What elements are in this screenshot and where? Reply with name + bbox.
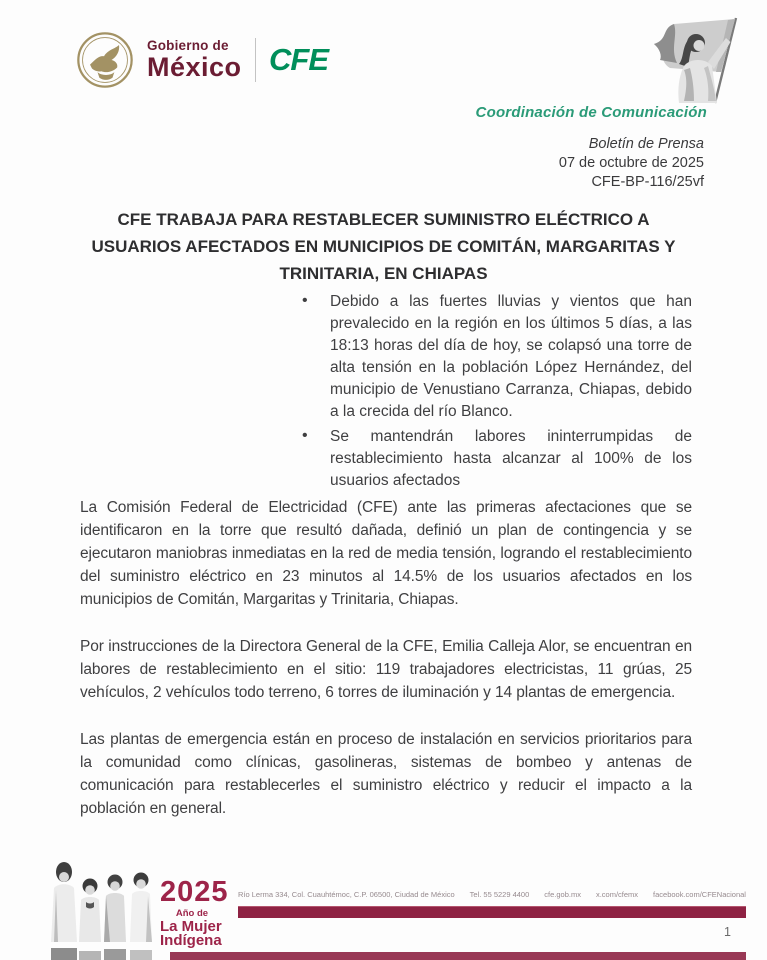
- gobierno-de-label: Gobierno de: [147, 37, 229, 53]
- cfe-wordmark: CFE: [269, 42, 329, 77]
- mexico-label: México: [147, 52, 242, 83]
- footer-facebook: facebook.com/CFENacional: [653, 890, 746, 899]
- campaign-year-label: Año de: [175, 908, 209, 919]
- bulletin-date: 07 de octubre de 2025: [558, 155, 704, 171]
- campaign-name-line2: Indígena: [160, 931, 222, 949]
- bulletin-type: Boletín de Prensa: [588, 136, 704, 152]
- logo-divider: [255, 38, 257, 82]
- cutoff-footer-illustration: [45, 946, 163, 960]
- bullet-marker: •: [302, 427, 308, 444]
- gobierno-de-mexico-wordmark: [147, 39, 242, 82]
- page-number: 1: [724, 925, 731, 939]
- press-release-title: CFE TRABAJA PARA RESTABLECER SUMINISTRO ELÉCTRICO A USUARIOS AFECTADOS EN MUNICIPIOS DE COMITÁN, MARGARITAS Y TRINITARIA, EN CHIAPAS: [91, 210, 676, 283]
- bullet-marker: •: [302, 292, 308, 309]
- bullet-item: [300, 426, 692, 492]
- paragraph: La Comisión Federal de Electricidad (CFE) ante las primeras afectaciones que se identificaron en la torre que resultó dañada, definió un plan de contingencia y se ejecutaron maniobras inmediatas en la red de media tensión, logrando el restablecimiento del suministro eléctrico en 23 minutos al 14.5% de los usuarios afectados en los municipios de Comitán, Margaritas y Trinitaria, Chiapas.: [80, 499, 692, 608]
- footer-address: Río Lerma 334, Col. Cuauhtémoc, C.P. 06500, Ciudad de México: [238, 890, 455, 899]
- coordinacion-comunicacion-label: Coordinación de Comunicación: [475, 104, 707, 121]
- bullet-text: Debido a las fuertes lluvias y vientos que han prevalecido en la región en los últimos 5 días, a las 18:13 horas del día de hoy, se colapsó una torre de alta tensión en la población López Hernández, del municipio de Venustiano Carranza, Chiapas, debido a la crecida del río Blanco.: [330, 293, 692, 420]
- highlight-bullet-list: [300, 291, 692, 495]
- header-logo-group: [76, 30, 328, 90]
- bullet-item: [300, 291, 692, 423]
- campaign-name-line1: La Mujer: [160, 917, 222, 935]
- footer-contact-row: [238, 890, 746, 899]
- bullet-text: Se mantendrán labores ininterrumpidas de restablecimiento hasta alcanzar al 100% de los usuarios afectados: [330, 428, 692, 489]
- footer-accent-bar: [238, 906, 746, 918]
- cutoff-footer-bar: [170, 952, 746, 960]
- footer-website: cfe.gob.mx: [544, 890, 581, 899]
- paragraph: Las plantas de emergencia están en proceso de instalación en servicios prioritarios para la comunidad como clínicas, gasolineras, sistemas de bombeo y antenas de comunicación para restablecerles el suministro eléctrico y reducir el impacto a la población en general.: [80, 731, 692, 817]
- paragraph: Por instrucciones de la Directora General de la CFE, Emilia Calleja Alor, se encuentran en labores de restablecimiento en el sitio: 119 trabajadores electricistas, 11 grúas, 25 vehículos, 2 vehículos todo terreno, 6 torres de iluminación y 14 plantas de emergencia.: [80, 638, 692, 701]
- campaign-year-block: [160, 878, 238, 948]
- bulletin-meta: [559, 135, 704, 192]
- woman-with-flag-illustration: [624, 14, 746, 104]
- footer-phone: Tel. 55 5229 4400: [469, 890, 530, 899]
- footer-x-handle: x.com/cfemx: [595, 890, 639, 899]
- mexico-eagle-seal-icon: [76, 30, 134, 90]
- indigenous-women-illustration: [48, 860, 160, 944]
- bulletin-code: CFE-BP-116/25vf: [591, 174, 704, 190]
- body-text: [80, 496, 692, 844]
- campaign-year: 2025: [160, 876, 229, 908]
